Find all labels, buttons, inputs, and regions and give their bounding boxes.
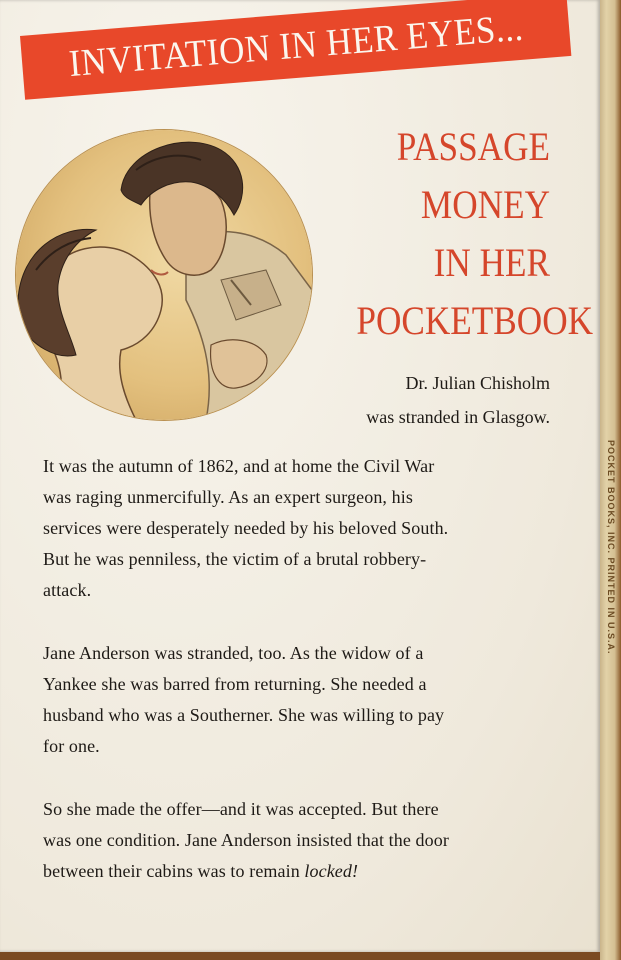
text-line: Yankee she was barred from returning. She needed a <box>43 674 427 694</box>
headline <box>330 118 594 350</box>
text-line: Jane Anderson was stranded, too. As the widow of a <box>43 643 424 663</box>
headline-line: POCKETBOOK <box>356 298 594 343</box>
tagline-text: INVITATION IN HER EYES... <box>67 6 525 86</box>
text-line: attack. <box>43 580 92 600</box>
text-line <box>43 856 555 887</box>
headline-line: PASSAGE <box>396 124 550 169</box>
text-line: So she made the offer—and it was accepted. But there <box>43 799 439 819</box>
text-line: was one condition. Jane Anderson insisted that the door <box>43 830 449 850</box>
headline-line: IN HER <box>433 240 550 285</box>
cover-illustration <box>16 130 312 420</box>
blurb-paragraph-2 <box>43 638 555 762</box>
text-line: was raging unmercifully. As an expert surgeon, his <box>43 487 413 507</box>
text-line: But he was penniless, the victim of a brutal robbery- <box>43 549 427 569</box>
text-line: services were desperately needed by his beloved South. <box>43 518 449 538</box>
blurb-paragraph-3 <box>43 794 555 887</box>
spine-imprint: POCKET BOOKS, INC. PRINTED IN U.S.A. <box>606 440 616 655</box>
blurb-paragraph-1 <box>43 451 555 606</box>
intro-line: Dr. Julian Chisholm <box>405 373 550 393</box>
intro-text <box>300 366 550 434</box>
embracing-couple-illustration <box>16 130 312 420</box>
tagline-banner <box>20 0 571 100</box>
emphasis-locked: locked! <box>304 861 359 881</box>
text-line: for one. <box>43 736 100 756</box>
text-line: It was the autumn of 1862, and at home the Civil War <box>43 456 435 476</box>
headline-line: MONEY <box>420 182 550 227</box>
text-line: husband who was a Southerner. She was willing to pay <box>43 705 445 725</box>
intro-line: was stranded in Glasgow. <box>366 407 550 427</box>
text-fragment: between their cabins was to remain <box>43 861 305 881</box>
